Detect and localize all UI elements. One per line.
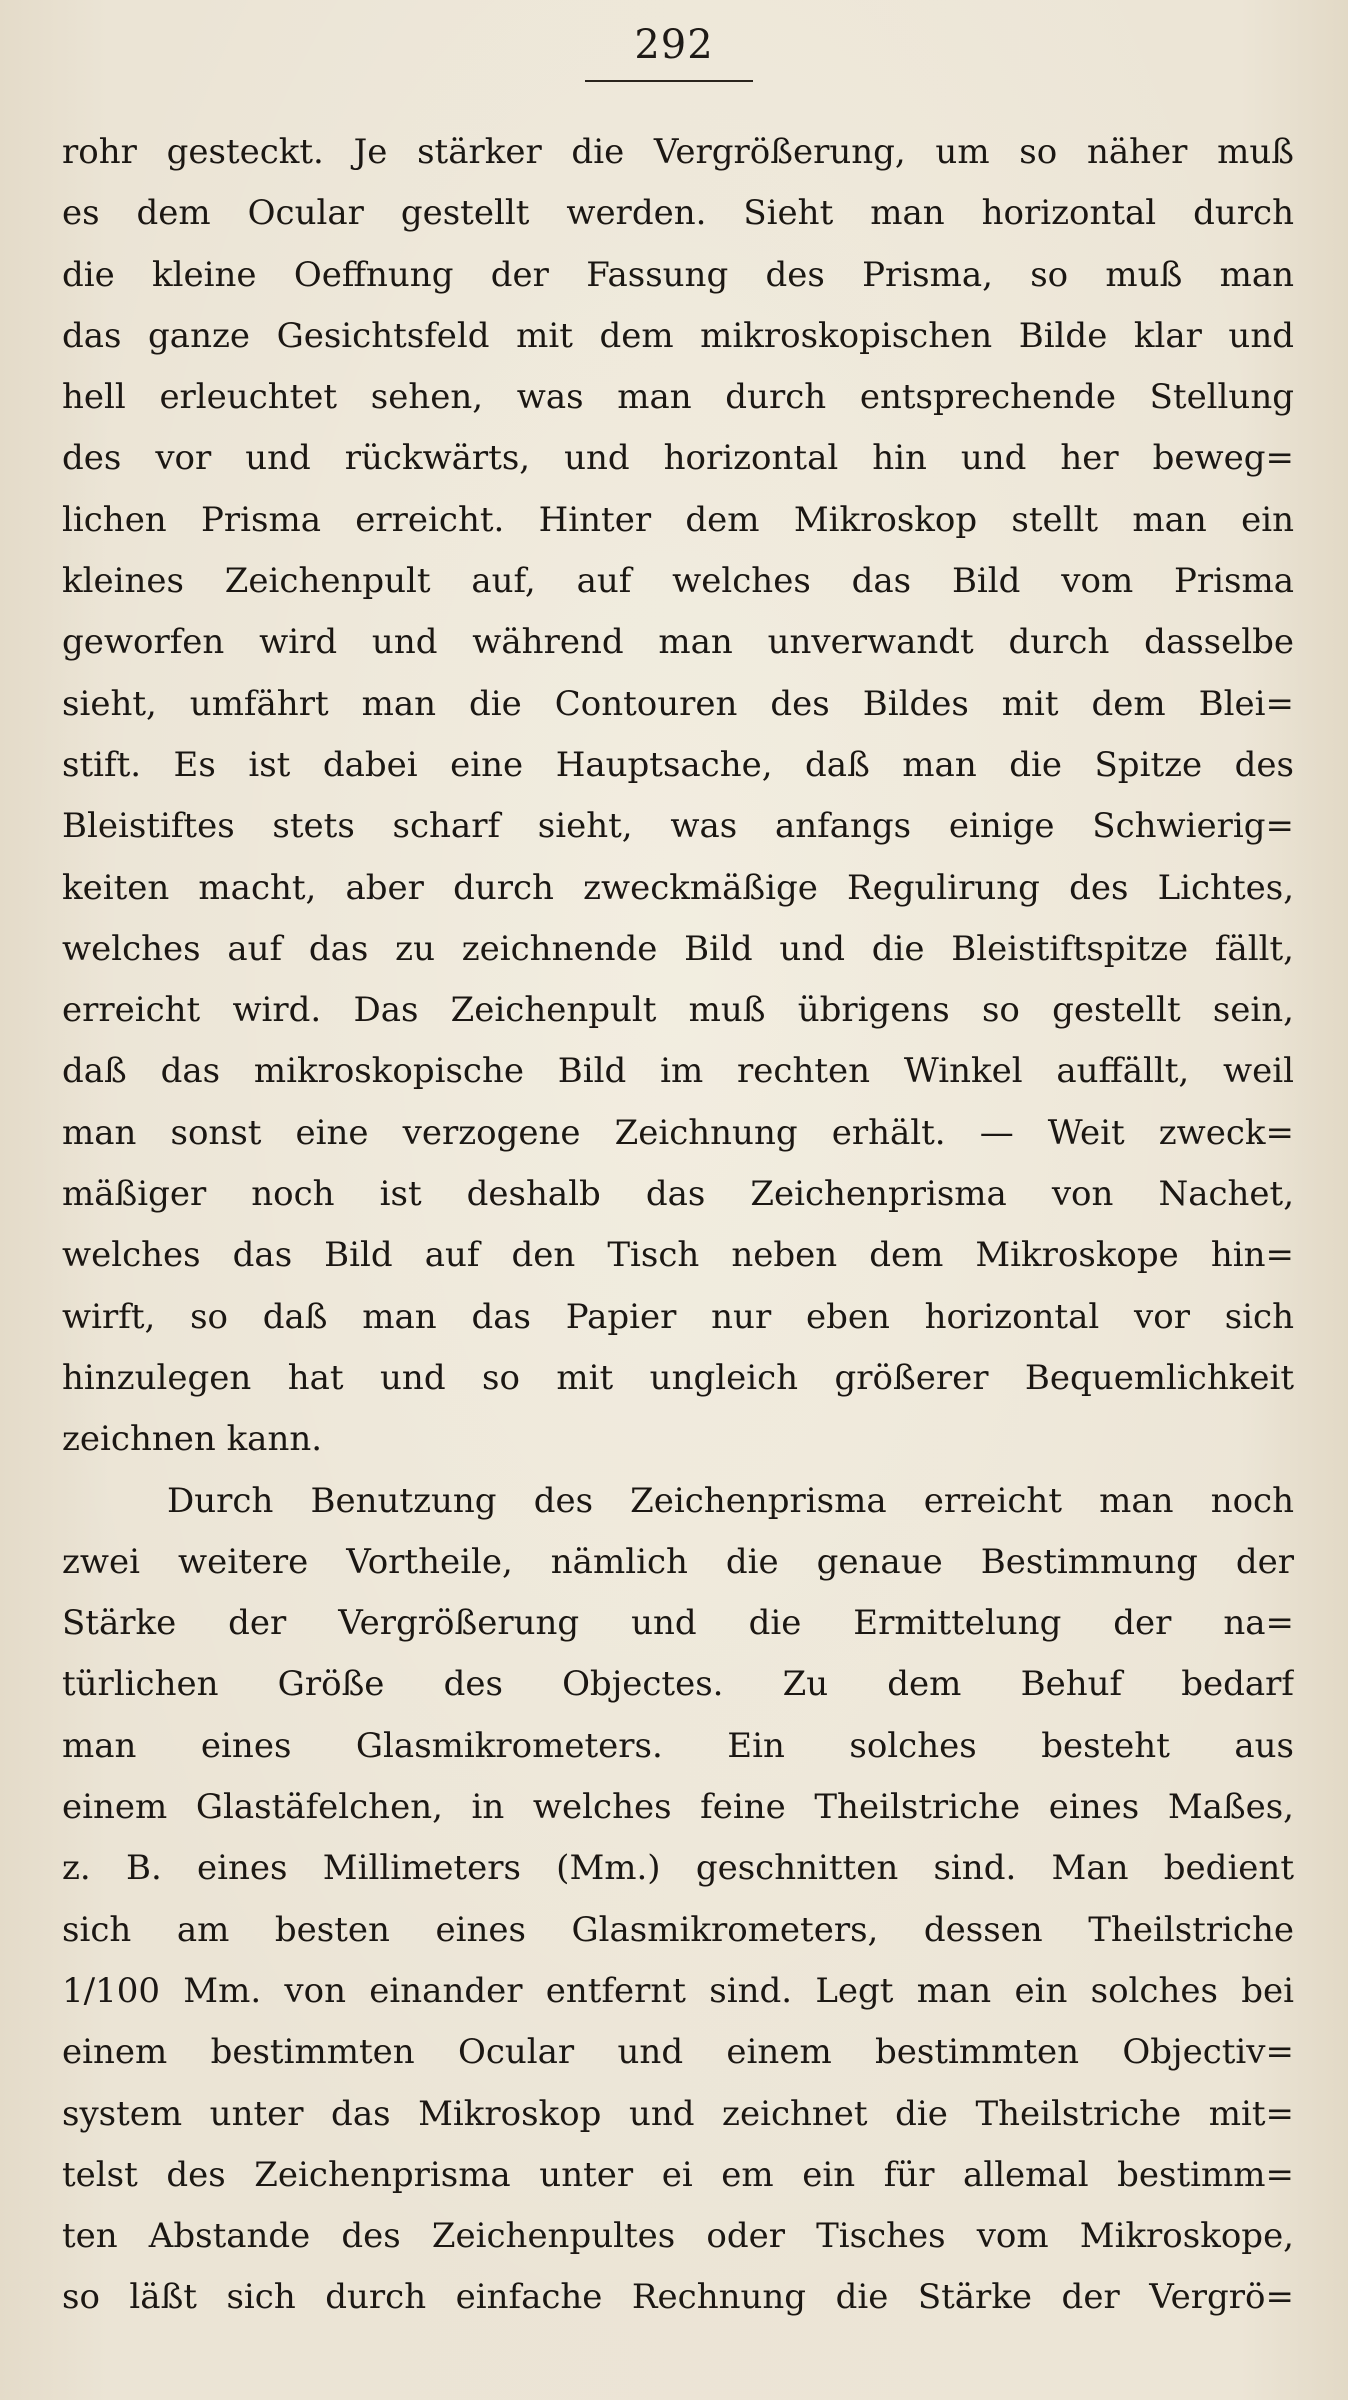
text-line: system unter das Mikroskop und zeichnet die Theilstriche mit= xyxy=(62,2093,1294,2134)
text-line: einem bestimmten Ocular und einem bestimmten Objectiv= xyxy=(62,2032,1294,2073)
text-line: erreicht wird. Das Zeichenpult muß übrigens so gestellt sein, xyxy=(62,990,1294,1031)
text-line: man eines Glasmikrometers. Ein solches besteht aus xyxy=(62,1725,1294,1766)
paragraph-start-line: Durch Benutzung des Zeichenprisma erreicht man noch xyxy=(167,1480,1294,1521)
text-line: türlichen Größe des Objectes. Zu dem Behuf bedarf xyxy=(62,1664,1294,1705)
text-line: des vor und rückwärts, und horizontal hin und her beweg= xyxy=(62,438,1294,479)
text-line: 1/100 Mm. von einander entfernt sind. Legt man ein solches bei xyxy=(62,1970,1294,2011)
text-line: z. B. eines Millimeters (Mm.) geschnitten sind. Man bedient xyxy=(62,1848,1294,1889)
text-line: das ganze Gesichtsfeld mit dem mikroskopischen Bilde klar und xyxy=(62,315,1294,356)
paragraph-end-line: zeichnen kann. xyxy=(62,1419,323,1460)
text-line: geworfen wird und während man unverwandt durch dasselbe xyxy=(62,622,1294,663)
body-text xyxy=(62,122,1294,2329)
header-rule xyxy=(585,80,753,82)
text-line: hell erleuchtet sehen, was man durch entsprechende Stellung xyxy=(62,377,1294,418)
text-line: sieht, umfährt man die Contouren des Bildes mit dem Blei= xyxy=(62,683,1294,724)
text-line: stift. Es ist dabei eine Hauptsache, daß man die Spitze des xyxy=(62,744,1294,785)
text-line: ten Abstande des Zeichenpultes oder Tisches vom Mikroskope, xyxy=(62,2216,1294,2257)
text-line: sich am besten eines Glasmikrometers, dessen Theilstriche xyxy=(62,1909,1294,1950)
text-line: daß das mikroskopische Bild im rechten Winkel auffällt, weil xyxy=(62,1051,1294,1092)
text-line: keiten macht, aber durch zweckmäßige Regulirung des Lichtes, xyxy=(62,867,1294,908)
text-line: es dem Ocular gestellt werden. Sieht man horizontal durch xyxy=(62,193,1294,234)
text-line: telst des Zeichenprisma unter ei em ein für allemal bestimm= xyxy=(62,2154,1294,2195)
text-line: Stärke der Vergrößerung und die Ermittelung der na= xyxy=(62,1603,1294,1644)
text-line: welches das Bild auf den Tisch neben dem Mikroskope hin= xyxy=(62,1235,1294,1276)
text-line: mäßiger noch ist deshalb das Zeichenprisma von Nachet, xyxy=(62,1174,1294,1215)
text-line: man sonst eine verzogene Zeichnung erhält. — Weit zweck= xyxy=(62,1112,1294,1153)
text-line: rohr gesteckt. Je stärker die Vergrößerung, um so näher muß xyxy=(62,132,1294,172)
text-line: wirft, so daß man das Papier nur eben horizontal vor sich xyxy=(62,1296,1294,1337)
text-line: welches auf das zu zeichnende Bild und die Bleistiftspitze fällt, xyxy=(62,928,1294,969)
text-line: hinzulegen hat und so mit ungleich größerer Bequemlichkeit xyxy=(62,1357,1294,1398)
text-line: lichen Prisma erreicht. Hinter dem Mikroskop stellt man ein xyxy=(62,499,1294,540)
text-line: zwei weitere Vortheile, nämlich die genaue Bestimmung der xyxy=(62,1541,1294,1582)
text-line: die kleine Oeffnung der Fassung des Prisma, so muß man xyxy=(62,254,1294,295)
text-line: so läßt sich durch einfache Rechnung die Stärke der Vergrö= xyxy=(62,2277,1294,2318)
text-line: Bleistiftes stets scharf sieht, was anfangs einige Schwierig= xyxy=(62,806,1294,847)
text-line: kleines Zeichenpult auf, auf welches das Bild vom Prisma xyxy=(62,561,1294,602)
text-line: einem Glastäfelchen, in welches feine Theilstriche eines Maßes, xyxy=(62,1787,1294,1828)
page-number: 292 xyxy=(634,22,714,68)
